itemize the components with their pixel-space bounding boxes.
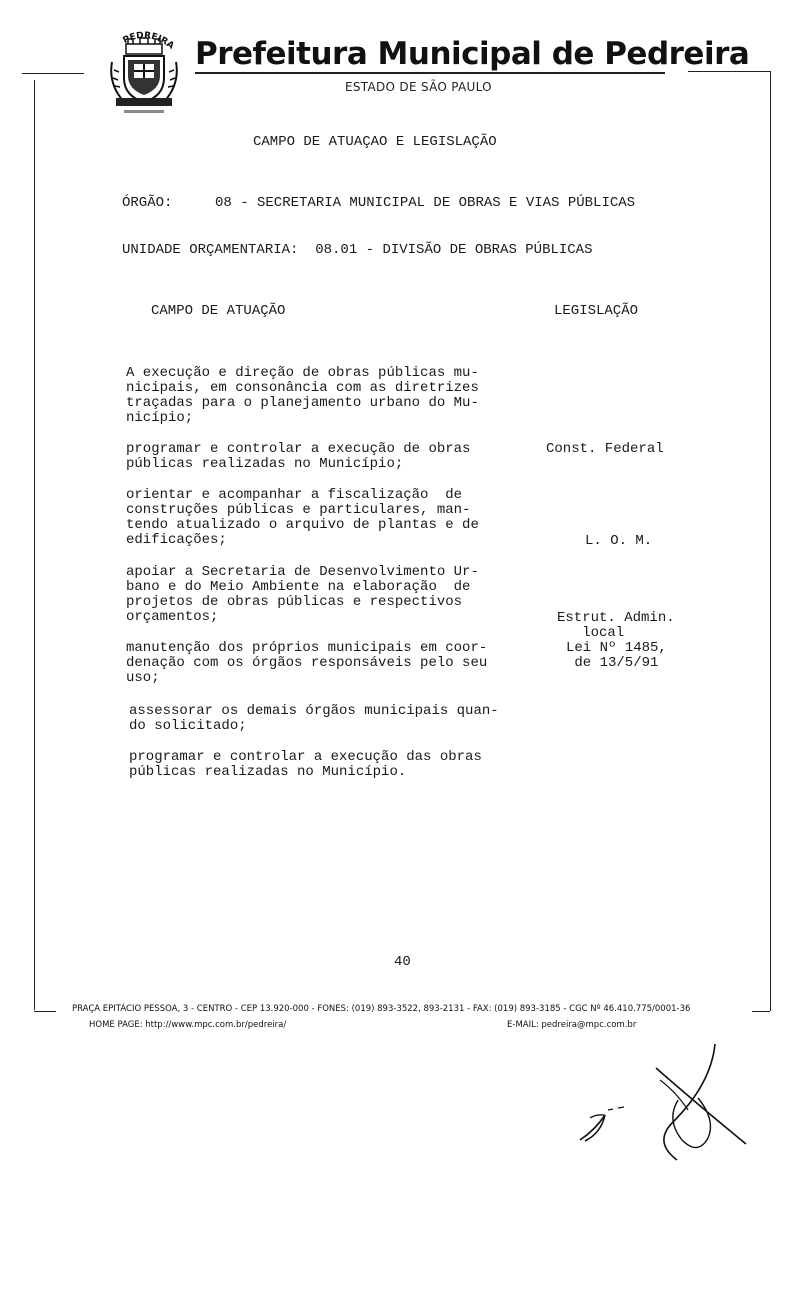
legislation-entry: Const. Federal bbox=[546, 441, 664, 457]
list-item: A execução e direção de obras públicas mu- nicipais, em consonância com as diretrizes traçadas para o planejamento urbano do Mu- nicípio; bbox=[126, 365, 479, 426]
legislation-entry: L. O. M. bbox=[585, 533, 653, 549]
legislation-entry: Estrut. Admin. local bbox=[557, 610, 675, 641]
organization-title: Prefeitura Municipal de Pedreira bbox=[195, 36, 750, 72]
column-header-legislacao: LEGISLAÇÃO bbox=[554, 303, 639, 319]
footer-homepage: HOME PAGE: http://www.mpc.com.br/pedreira/ bbox=[89, 1020, 287, 1030]
document-heading: CAMPO DE ATUAÇAO E LEGISLAÇÃO bbox=[253, 134, 497, 150]
frame-top-right-rule bbox=[688, 71, 770, 72]
crest-icon bbox=[106, 26, 182, 118]
footer-email: E-MAIL: pedreira@mpc.com.br bbox=[507, 1020, 637, 1030]
orgao-value: 08 - SECRETARIA MUNICIPAL DE OBRAS E VIAS PÚBLICAS bbox=[215, 195, 636, 211]
frame-top-left-rule bbox=[22, 73, 84, 74]
signature-icon bbox=[560, 1040, 760, 1170]
title-underline bbox=[195, 72, 665, 74]
list-item: orientar e acompanhar a fiscalização de construções públicas e particulares, man- tendo atualizado o arquivo de plantas e de edificações; bbox=[126, 487, 479, 548]
frame-bottom-right-rule bbox=[752, 1011, 770, 1012]
unidade-orcamentaria: UNIDADE ORÇAMENTARIA: 08.01 - DIVISÃO DE OBRAS PÚBLICAS bbox=[122, 242, 593, 258]
column-header-campo: CAMPO DE ATUAÇÃO bbox=[151, 303, 286, 319]
page-number: 40 bbox=[394, 954, 411, 970]
orgao-label: ÓRGÃO: bbox=[122, 195, 173, 211]
state-subtitle: ESTADO DE SÃO PAULO bbox=[345, 80, 492, 94]
list-item: manutenção dos próprios municipais em coor- denação com os órgãos responsáveis pelo seu uso; bbox=[126, 640, 488, 686]
legislation-entry: Lei Nº 1485, de 13/5/91 bbox=[566, 640, 667, 671]
frame-right-rule bbox=[770, 71, 771, 1011]
footer-address: PRAÇA EPITÁCIO PESSOA, 3 - CENTRO - CEP 13.920-000 - FONES: (019) 893-3522, 893-2131 - FAX: (019) 893-3185 - CGC Nº 46.410.775/0001-36 bbox=[72, 1004, 691, 1014]
list-item: assessorar os demais órgãos municipais quan- do solicitado; bbox=[129, 703, 499, 734]
frame-bottom-left-rule bbox=[34, 1011, 56, 1012]
municipal-crest bbox=[106, 26, 182, 118]
crest-text: PEDREIRA bbox=[121, 30, 176, 52]
list-item: programar e controlar a execução das obras públicas realizadas no Município. bbox=[129, 749, 482, 780]
list-item: programar e controlar a execução de obras públicas realizadas no Município; bbox=[126, 441, 471, 472]
frame-left-rule bbox=[34, 80, 35, 1010]
list-item: apoiar a Secretaria de Desenvolvimento Ur- bano e do Meio Ambiente na elaboração de projetos de obras públicas e respectivos orçamentos; bbox=[126, 564, 479, 625]
signature bbox=[560, 1040, 760, 1170]
